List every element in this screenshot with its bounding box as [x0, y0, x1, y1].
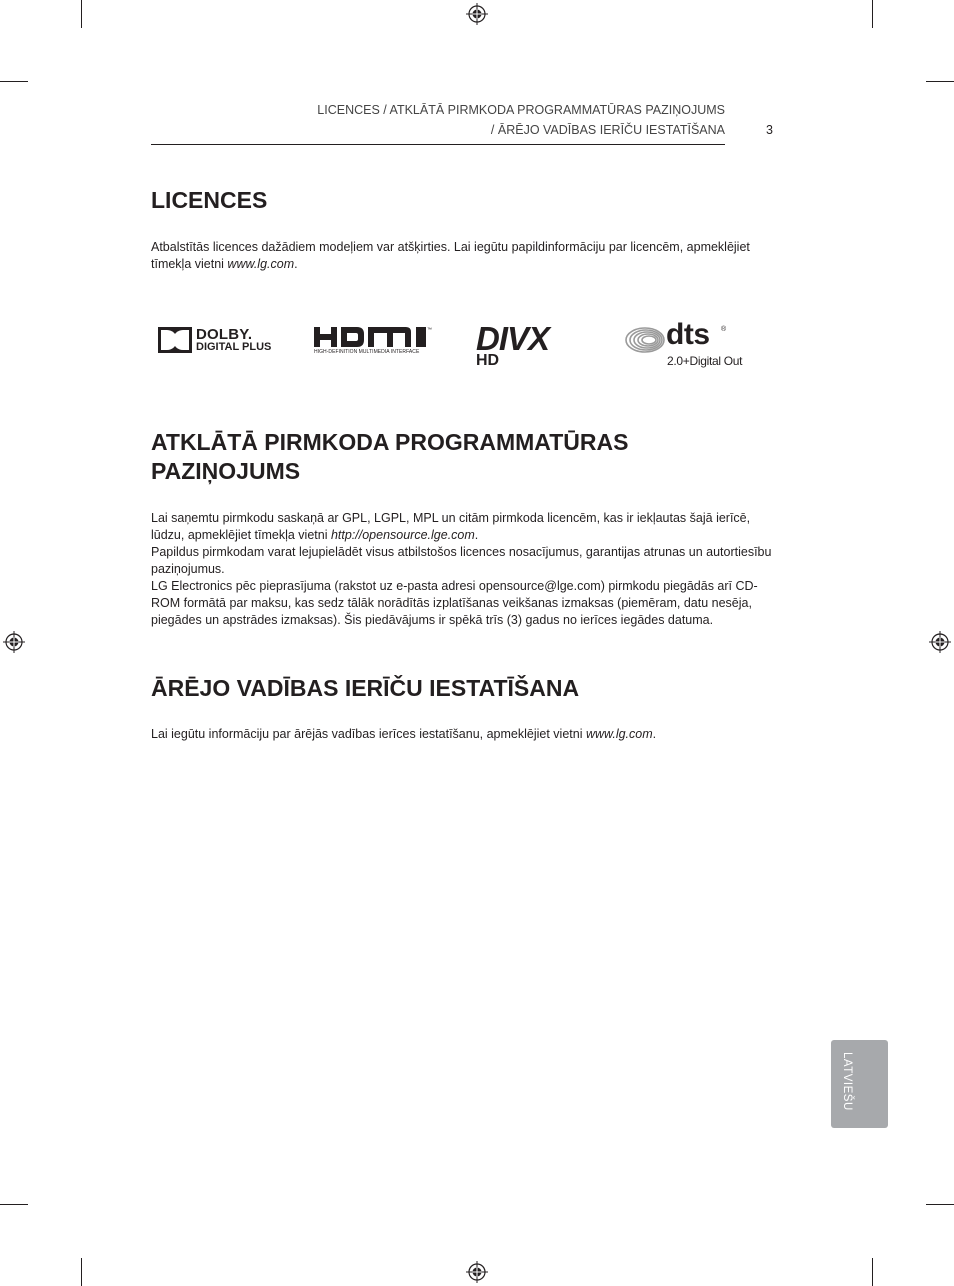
licences-text-after: . — [294, 257, 298, 271]
registration-mark-icon — [3, 631, 25, 653]
dolby-double-d-icon — [158, 327, 192, 353]
external-control-text — [151, 726, 776, 743]
lg-website-link-2[interactable]: www.lg.com — [585, 727, 653, 741]
dts-subtitle: 2.0+Digital Out — [667, 354, 743, 368]
dolby-wordmark: DOLBY. — [196, 326, 253, 343]
hdmi-tagline: HIGH-DEFINITION MULTIMEDIA INTERFACE — [314, 349, 420, 355]
external-control-text-after: . — [652, 727, 657, 741]
language-tab — [831, 1040, 888, 1128]
open-source-p1-before: Lai saņemtu pirmkodu saskaņā ar GPL, LGPL, MPL un citām pirmkoda licencēm, kas ir iekļautas šajā ierīcē, lūdzu, apmeklējiet tīmekļa vietni — [151, 511, 751, 542]
running-header-line2: / ĀRĒJO VADĪBAS IERĪČU IESTATĪŠANA — [490, 123, 725, 137]
external-control-text-before: Lai iegūtu informāciju par ārējās vadības ierīces iestatīšanu, apmeklējiet vietni — [151, 727, 586, 741]
running-header-line1: LICENCES / ATKLĀTĀ PIRMKODA PROGRAMMATŪRAS PAZIŅOJUMS — [317, 103, 725, 117]
registration-mark-icon — [466, 1261, 488, 1283]
crop-mark — [81, 1258, 82, 1286]
crop-mark — [872, 0, 873, 28]
hdmi-logo — [313, 326, 433, 358]
svg-text:™: ™ — [427, 327, 432, 333]
opensource-website-link[interactable]: http://opensource.lge.com — [330, 528, 475, 542]
dts-registered-icon: ® — [721, 326, 727, 333]
registration-mark-icon — [929, 631, 951, 653]
external-control-heading: ĀRĒJO VADĪBAS IERĪČU IESTATĪŠANA — [151, 675, 580, 701]
divx-hd-logo — [476, 322, 586, 370]
open-source-p3: LG Electronics pēc pieprasījuma (rakstot uz e-pasta adresi opensource@lge.com) pirmkodu piegādās arī CD-ROM formātā par maksu, kas sedz tālāk norādītās izplatīšanas veikšanas izmaksas (piemēram, datu nesēja, piegādes un apstrādes izmaksas). Šis piedāvājums ir spēkā trīs (3) gadus no ierīces iegādes datuma. — [151, 579, 758, 627]
crop-mark — [926, 81, 954, 82]
lg-website-link[interactable]: www.lg.com — [227, 257, 295, 271]
dts-wordmark: dts — [666, 318, 710, 351]
language-tab-label: LATVIEŠU — [841, 1052, 853, 1111]
licences-text — [151, 239, 776, 273]
header-rule — [151, 144, 725, 145]
crop-mark — [0, 81, 28, 82]
registration-mark-icon — [466, 3, 488, 25]
divx-wordmark: DIVX — [476, 320, 550, 357]
open-source-heading: ATKLĀTĀ PIRMKODA PROGRAMMATŪRAS PAZIŅOJUMS — [151, 429, 629, 484]
licences-text-before: Atbalstītās licences dažādiem modeļiem var atšķirties. Lai iegūtu papildinformāciju par licencēm, apmeklējiet tīmekļa vietni — [151, 240, 750, 271]
crop-mark — [872, 1258, 873, 1286]
dts-logo — [625, 318, 750, 372]
crop-mark — [926, 1204, 954, 1205]
open-source-p1-after: . — [474, 528, 479, 542]
open-source-p2: Papildus pirmkodam varat lejupielādēt visus atbilstošos licences nosacījumus, garantijas atrunas un autortiesību paziņojumus. — [151, 545, 772, 576]
crop-mark — [81, 0, 82, 28]
divx-hd-label: HD — [476, 352, 500, 369]
open-source-text — [151, 510, 776, 629]
licences-heading: LICENCES — [151, 187, 268, 213]
crop-mark — [0, 1204, 28, 1205]
page-number: 3 — [766, 123, 773, 137]
hdmi-wordmark-icon — [313, 326, 431, 348]
dts-rings-icon — [625, 326, 665, 354]
dolby-logo — [158, 327, 283, 353]
dolby-subtitle: DIGITAL PLUS — [196, 341, 272, 353]
